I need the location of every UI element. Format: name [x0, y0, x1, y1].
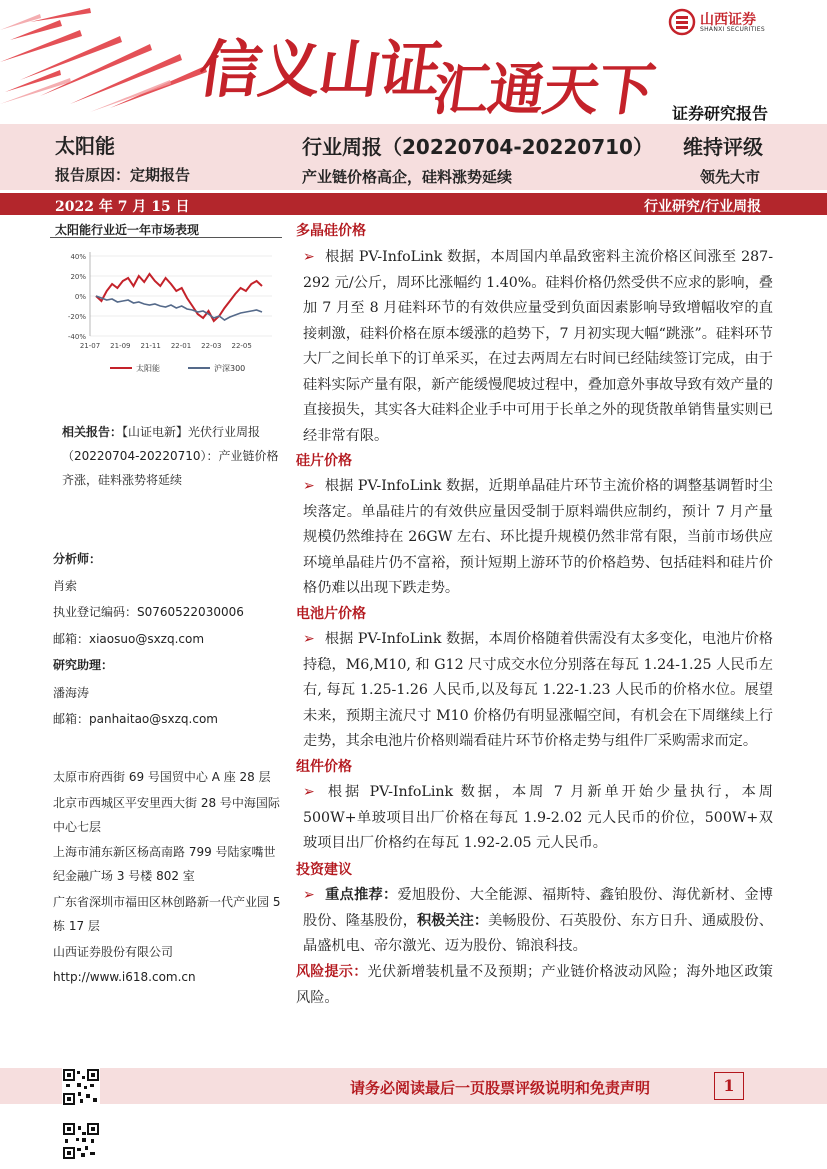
chart-divider	[50, 237, 282, 238]
related-label: 相关报告：	[62, 425, 123, 439]
qr-code-icon[interactable]	[62, 1122, 100, 1160]
assistant-label: 研究助理：	[53, 658, 114, 672]
report-subtitle: 产业链价格高企，硅料涨势延续	[302, 168, 513, 186]
company-logo-icon	[668, 8, 696, 36]
chart-title: 太阳能行业近一年市场表现	[55, 223, 200, 237]
chart-legend-label: 沪深300	[214, 364, 246, 373]
chart-y-tick: 0%	[74, 293, 86, 301]
para-invest	[303, 883, 773, 960]
disclaimer-text: 请务必阅读最后一页股票评级说明和免责声明	[350, 1079, 651, 1097]
chart-y-tick: -40%	[67, 333, 86, 341]
chart-legend-label: 太阳能	[136, 364, 160, 373]
wafer-text: 根据 PV-InfoLink 数据，近期单晶硅片环节主流价格的调整基调暂时尘埃落定。单晶硅片的有效供应量因受制于原料端供应制约，预计 7 月产量规模仍然维持在 26GW 左右、环比提升规模仍然非常有限，当前市场供应环境单晶硅片仍不富裕，预计短期上游环节的价格趋势、包括硅料和硅片价格仍难以出现下跌走势。	[303, 478, 773, 596]
address-beijing: 北京市西城区平安里西大街 28 号中海国际中心七层	[53, 796, 280, 834]
rating-detail: 领先大市	[700, 168, 761, 186]
cell-text: 根据 PV-InfoLink 数据，本周价格随着供需没有太多变化，电池片价格持稳，M6,M10, 和 G12 尺寸成交水位分别落在每瓦 1.24-1.25 人民币左右, 每瓦 1.25-1.26 人民币,以及每瓦 1.22-1.23 人民币的价格水位。展望未来，预期主流尺寸 M10 价格仍有明显涨幅空间，有机会在下周继续上行走势，其余电池片价格则端看硅片环节价格走势与组件厂采购需求而定。	[303, 631, 773, 749]
related-report	[62, 420, 280, 492]
risk-text: 光伏新增装机量不及预期；产业链价格波动风险；海外地区政策风险。	[296, 964, 773, 1006]
chart-x-tick: 22-01	[170, 342, 192, 350]
analyst-label: 分析师：	[53, 552, 102, 566]
chart-x-tick: 21-07	[79, 342, 101, 350]
para-wafer	[303, 474, 773, 602]
chart-y-tick: 20%	[70, 273, 86, 281]
address-taiyuan: 太原市府西街 69 号国贸中心 A 座 28 层	[53, 770, 271, 784]
key-recommend-list: 爱旭股份、大全能源、福斯特、鑫铂股份、海优新材、金博股份、隆基股份，	[303, 887, 773, 929]
bullet-arrow-icon: ➢	[303, 249, 315, 265]
heading-module: 组件价格	[296, 759, 352, 775]
market-performance-chart	[50, 244, 280, 384]
company-logo-en: SHANXI SECURITIES	[700, 26, 765, 33]
bullet-arrow-icon: ➢	[303, 478, 315, 494]
bullet-arrow-icon: ➢	[303, 887, 315, 903]
report-category: 行业研究/行业周报	[644, 199, 762, 215]
slogan-part2: 汇通天下	[428, 57, 659, 123]
para-cell	[303, 627, 773, 755]
rating: 维持评级	[683, 135, 763, 159]
assistant-name: 潘海涛	[53, 686, 90, 700]
para-module	[303, 780, 773, 857]
heading-invest: 投资建议	[296, 862, 352, 878]
related-link[interactable]: 【山证电新】光伏行业周报（20220704-20220710）：产业链价格齐涨，硅料涨势将延续	[62, 425, 279, 487]
assistant-email[interactable]: 邮箱：panhaitao@sxzq.com	[53, 712, 218, 726]
slogan-part1: 信义山证	[194, 33, 445, 106]
chart-x-tick: 21-09	[110, 342, 131, 350]
para-risk	[296, 960, 773, 1011]
heading-cell: 电池片价格	[296, 606, 366, 622]
watch-label: 积极关注：	[416, 912, 489, 929]
chart-x-tick: 22-03	[201, 342, 222, 350]
module-text: 根据 PV-InfoLink 数据，本周 7 月新单开始少量执行，本周 500W+单玻项目出厂价格在每瓦 1.9-2.02 元人民币的价位，500W+双玻项目出厂价格约在每瓦 1.92-2.05 元人民币。	[303, 784, 773, 851]
report-date: 2022 年 7 月 15 日	[55, 199, 190, 215]
bullet-arrow-icon: ➢	[303, 631, 315, 647]
report-type: 证券研究报告	[672, 104, 769, 123]
qr-code-icon[interactable]	[62, 1068, 100, 1106]
chart-x-tick: 21-11	[140, 342, 161, 350]
key-recommend-label: 重点推荐：	[324, 887, 398, 903]
company-website[interactable]: http://www.i618.com.cn	[53, 970, 196, 984]
chart-y-tick: -20%	[67, 313, 86, 321]
chart-series-line	[96, 296, 262, 320]
company-name: 山西证券股份有限公司	[53, 945, 174, 959]
chart-y-tick: 40%	[70, 253, 86, 261]
bullet-arrow-icon: ➢	[303, 784, 315, 800]
para-polysilicon	[303, 245, 773, 449]
heading-wafer: 硅片价格	[296, 453, 352, 469]
risk-label: 风险提示：	[296, 964, 368, 980]
polysilicon-text: 根据 PV-InfoLink 数据，本周国内单晶致密料主流价格区间涨至 287-292 元/公斤，周环比涨幅约 1.40%。硅料价格仍然受供不应求的影响，叠加 7 月至 8 月硅料环节的有效供应量受到负面因素影响导致增幅收窄的直接刺激，硅料价格在原本缓涨的趋势下，7 月初实现大幅“跳涨”。硅料环节大厂之间长单下的订单采买，在过去两周左右时间已经陆续签订完成，由于硅料实际产量有限，新产能缓慢爬坡过程中，叠加意外事故导致有效产量的直接损失，其实各大硅料企业手中可用于长单之外的现货散单销售量实则已经非常有限。	[303, 249, 773, 444]
page-number: 1	[714, 1072, 744, 1100]
address-shanghai: 上海市浦东新区杨高南路 799 号陆家嘴世纪金融广场 3 号楼 802 室	[53, 845, 276, 883]
analyst-license: 执业登记编码：S0760522030006	[53, 605, 244, 619]
heading-polysilicon: 多晶硅价格	[296, 223, 366, 239]
report-reason: 报告原因：定期报告	[55, 166, 191, 184]
analyst-email[interactable]: 邮箱：xiaosuo@sxzq.com	[53, 632, 205, 646]
address-guangdong: 广东省深圳市福田区林创路新一代产业园 5 栋 17 层	[53, 895, 281, 933]
chart-x-tick: 22-05	[231, 342, 252, 350]
watch-list: 美畅股份、石英股份、东方日升、通威股份、晶盛机电、帝尔激光、迈为股份、锦浪科技。	[303, 912, 773, 954]
sector-name: 太阳能	[55, 134, 115, 158]
company-logo-name: 山西证券	[700, 12, 756, 28]
analyst-name: 肖索	[53, 579, 78, 593]
report-title: 行业周报（20220704-20220710）	[302, 135, 653, 159]
